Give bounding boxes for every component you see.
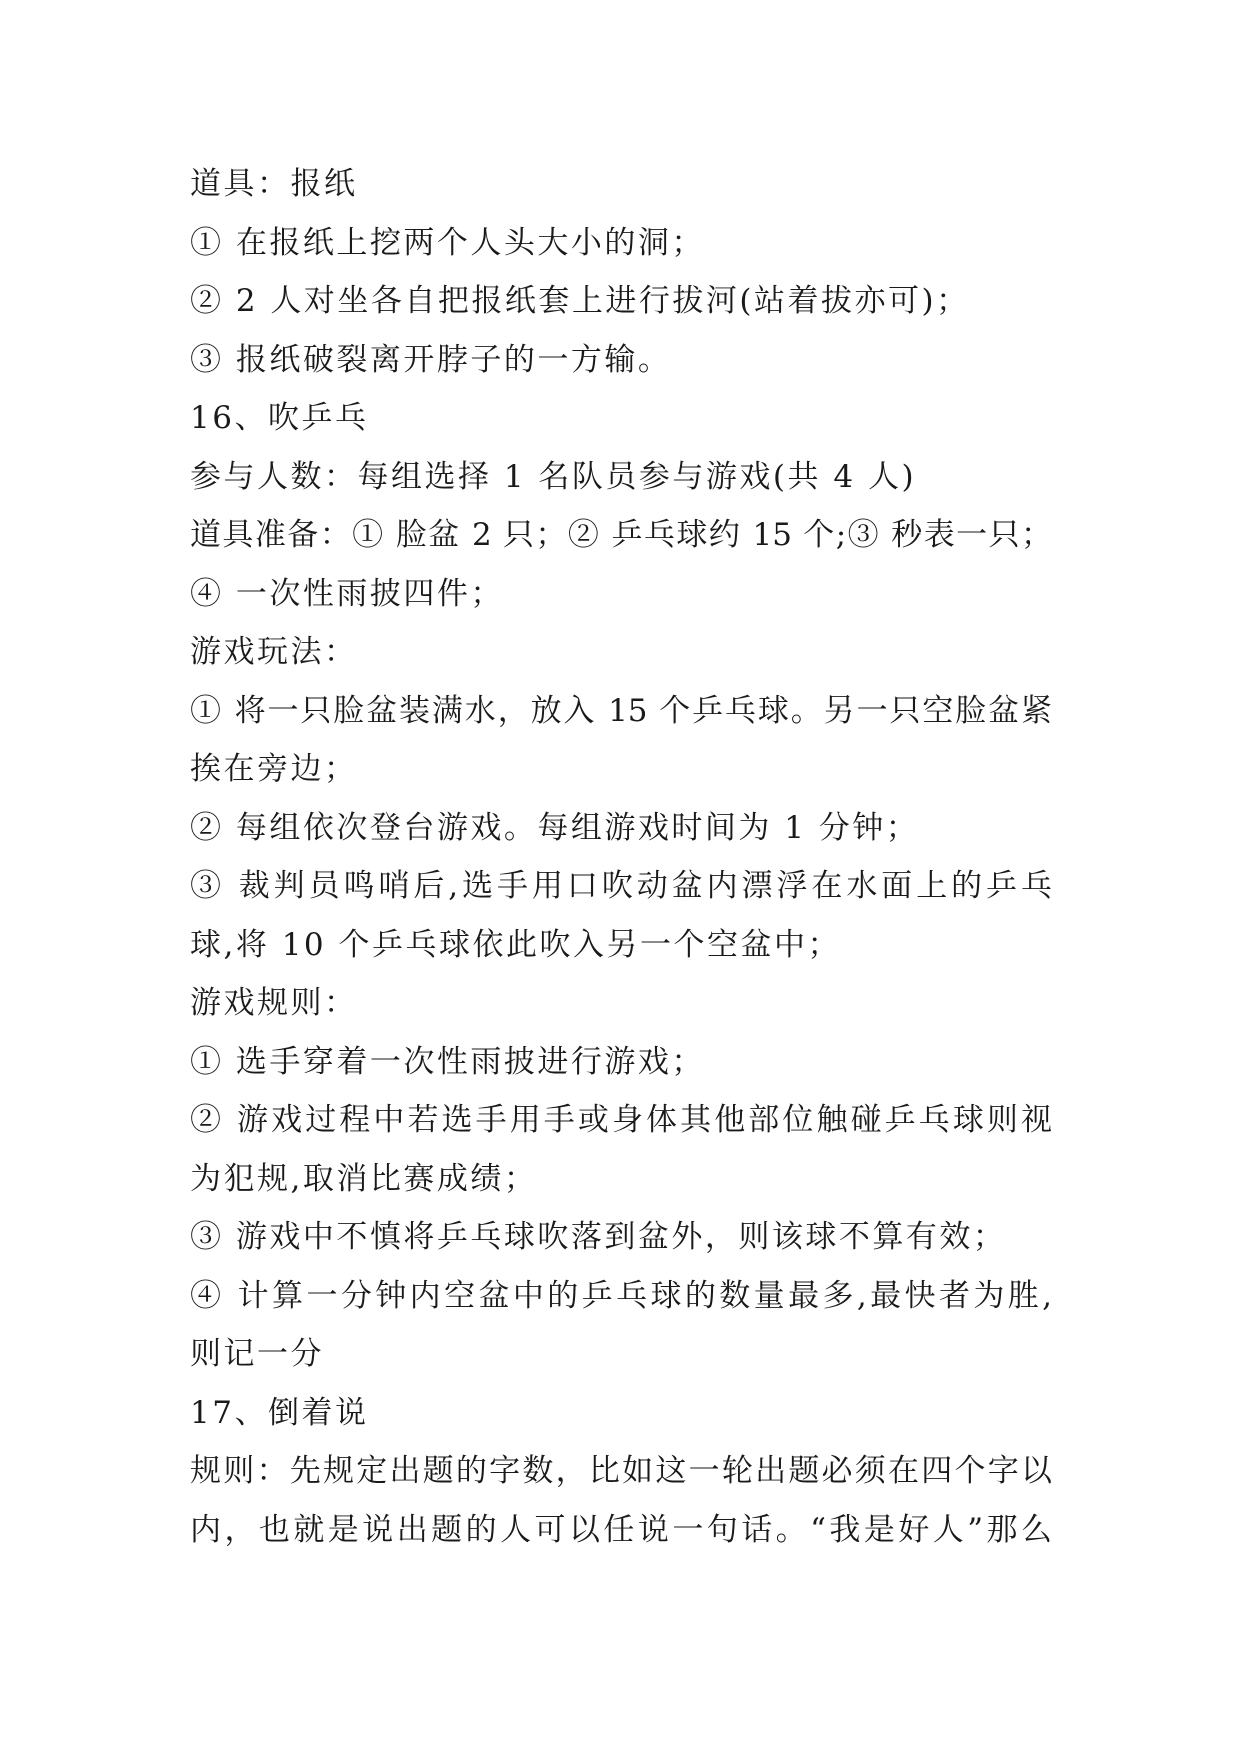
text-line: 规则：先规定出题的字数，比如这一轮出题必须在四个字以 <box>190 1453 1052 1489</box>
text-line: ③ 报纸破裂离开脖子的一方输。 <box>190 341 672 378</box>
text-line: 参与人数：每组选择 1 名队员参与游戏(共 4 人) <box>190 458 917 495</box>
text-line: ② 2 人对坐各自把报纸套上进行拔河(站着拔亦可)； <box>190 283 970 319</box>
text-line: 16、吹乒乓 <box>190 400 369 436</box>
text-line: ③ 游戏中不慎将乒乓球吹落到盆外，则该球不算有效； <box>190 1219 1007 1255</box>
text-line: 游戏玩法： <box>190 634 358 670</box>
document-body <box>190 155 1052 1559</box>
text-line: 内，也就是说出题的人可以任说一句话。“我是好人”那么 <box>190 1511 1052 1548</box>
text-line: 为犯规,取消比赛成绩； <box>190 1160 538 1197</box>
text-line: 则记一分 <box>190 1336 324 1372</box>
text-line: 道具：报纸 <box>190 166 358 202</box>
text-line: ④ 一次性雨披四件； <box>190 575 504 612</box>
text-line: ① 将一只脸盆装满水，放入 15 个乒乓球。另一只空脸盆紧 <box>190 692 1052 729</box>
text-line: ② 游戏过程中若选手用手或身体其他部位触碰乒乓球则视 <box>190 1102 1052 1138</box>
text-line: 道具准备：① 脸盆 2 只；② 乒乓球约 15 个;③ 秒表一只； <box>190 517 1052 553</box>
text-line: 游戏规则： <box>190 985 358 1021</box>
text-line: ① 在报纸上挖两个人头大小的洞； <box>190 224 705 261</box>
text-line: 球,将 10 个乒乓球依此吹入另一个空盆中； <box>190 926 842 963</box>
text-line: 挨在旁边； <box>190 751 358 787</box>
text-line: ② 每组依次登台游戏。每组游戏时间为 1 分钟； <box>190 809 920 846</box>
text-line: ④ 计算一分钟内空盆中的乒乓球的数量最多,最快者为胜, <box>190 1277 1052 1314</box>
text-line: 17、倒着说 <box>190 1394 369 1431</box>
text-line: ① 选手穿着一次性雨披进行游戏； <box>190 1043 705 1080</box>
text-line: ③ 裁判员鸣哨后,选手用口吹动盆内漂浮在水面上的乒乓 <box>190 868 1052 904</box>
